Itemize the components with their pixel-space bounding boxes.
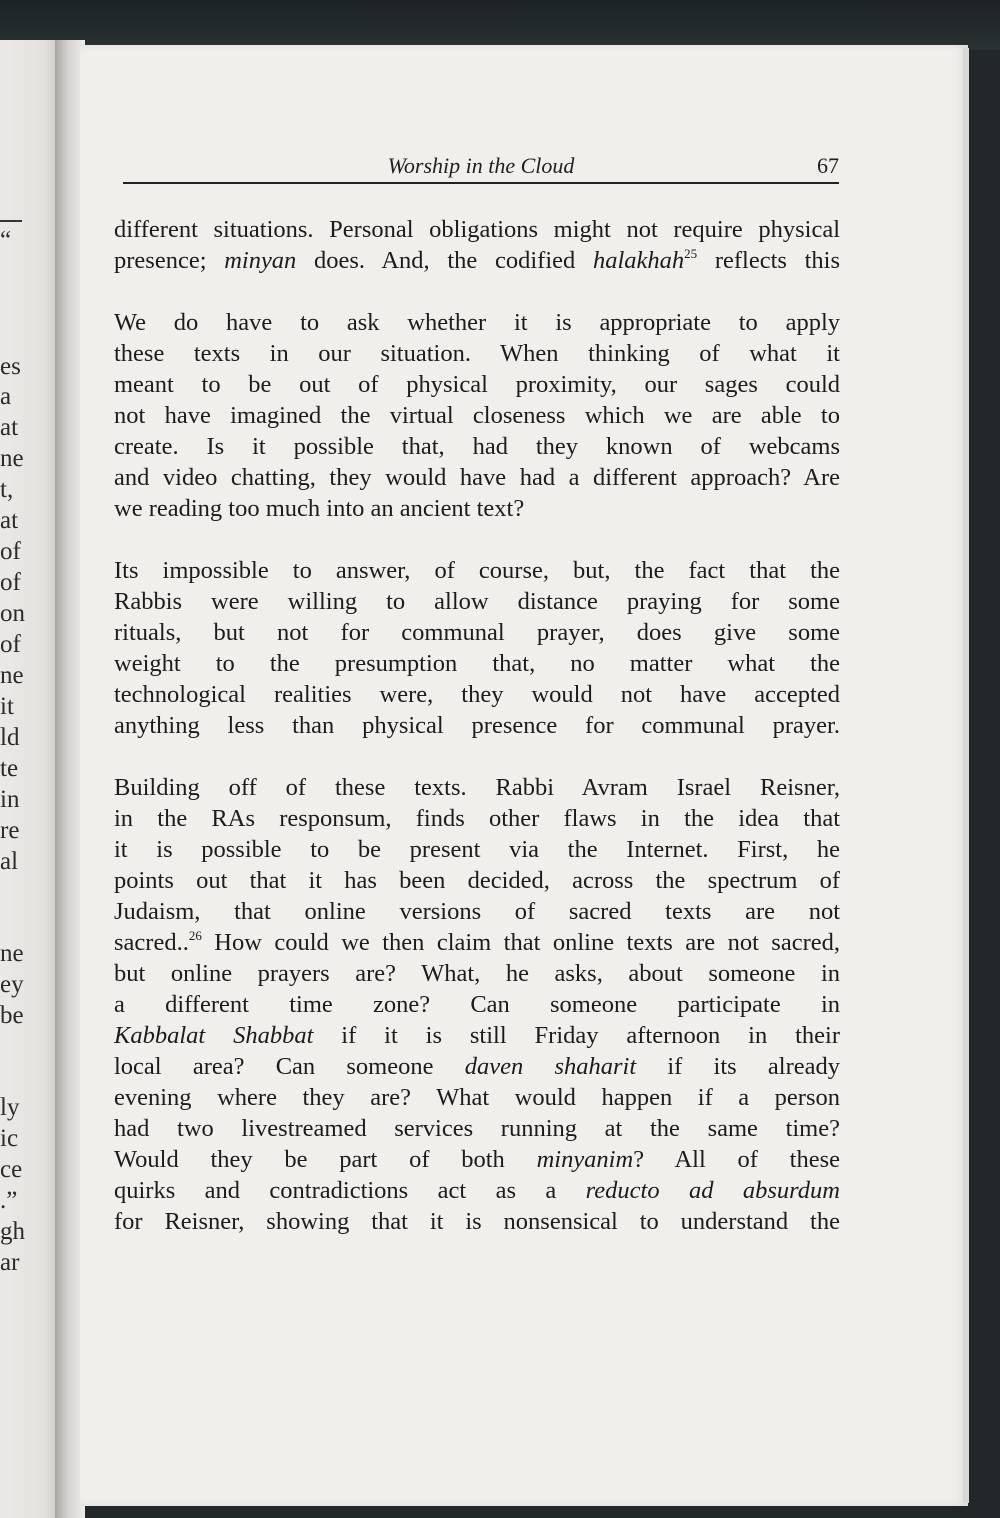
text-line bbox=[114, 1144, 840, 1175]
hebrew-term: halakhah bbox=[592, 247, 685, 274]
text-run: presence; bbox=[114, 247, 225, 274]
text-line: points out that it has been decided, across the spectrum of bbox=[114, 867, 840, 894]
text-line: for Reisner, showing that it is nonsensical to understand the bbox=[114, 1208, 840, 1235]
text-line: rituals, but not for communal prayer, does give some bbox=[114, 619, 840, 646]
text-run: does. And, the codified bbox=[296, 247, 593, 274]
facing-page-fragment: of bbox=[0, 631, 21, 658]
page-number: 67 bbox=[817, 153, 839, 178]
page-edge-shadow bbox=[963, 48, 969, 1503]
scan-background bbox=[0, 0, 1000, 50]
facing-page-fragment: ne bbox=[0, 662, 24, 689]
facing-page-fragment: ld bbox=[0, 724, 20, 751]
facing-page-fragment: at bbox=[0, 507, 19, 534]
facing-page-fragment: “ bbox=[0, 227, 12, 254]
text-run: if its already bbox=[636, 1053, 840, 1080]
facing-page-fragment: ly bbox=[0, 1094, 20, 1121]
facing-page-fragment: gh bbox=[0, 1218, 25, 1245]
facing-page-fragment: ce bbox=[0, 1156, 23, 1183]
facing-page-fragment: at bbox=[0, 414, 19, 441]
latin-term: reducto ad absurdum bbox=[585, 1177, 840, 1204]
text-line: Building off of these texts. Rabbi Avram Israel Reisner, bbox=[114, 774, 840, 801]
text-line: it is possible to be present via the Internet. First, he bbox=[114, 836, 840, 863]
text-line bbox=[114, 245, 840, 276]
facing-page-fragment: ne bbox=[0, 940, 24, 967]
facing-page-fragment: on bbox=[0, 600, 25, 627]
facing-page-fragment: al bbox=[0, 848, 19, 875]
facing-page-fragment: .” bbox=[0, 1187, 18, 1214]
facing-page-fragment: in bbox=[0, 786, 20, 813]
text-line: a different time zone? Can someone participate in bbox=[114, 991, 840, 1018]
text-line: Judaism, that online versions of sacred texts are not bbox=[114, 898, 840, 925]
facing-page-fragment: be bbox=[0, 1002, 24, 1029]
text-line: We do have to ask whether it is appropriate to apply bbox=[114, 309, 840, 336]
text-line: Its impossible to answer, of course, but, the fact that the bbox=[114, 557, 840, 584]
facing-page-header-rule bbox=[0, 220, 22, 222]
facing-page-fragment: ar bbox=[0, 1249, 20, 1276]
text-line: but online prayers are? What, he asks, about someone in bbox=[114, 960, 840, 987]
running-title: Worship in the Cloud bbox=[387, 153, 575, 178]
footnote-marker: 26 bbox=[188, 928, 202, 943]
facing-page-fragment: te bbox=[0, 755, 19, 782]
facing-page-fragment: t, bbox=[0, 476, 14, 503]
text-run: quirks and contradictions act as a bbox=[114, 1177, 586, 1204]
facing-page-fragment: of bbox=[0, 569, 21, 596]
text-line: meant to be out of physical proximity, our sages could bbox=[114, 371, 840, 398]
text-run: ? All of these bbox=[633, 1146, 840, 1173]
hebrew-term: minyanim bbox=[536, 1146, 634, 1173]
text-run: local area? Can someone bbox=[114, 1053, 465, 1080]
paragraph bbox=[114, 307, 840, 524]
facing-page-fragment: es bbox=[0, 353, 21, 380]
text-line bbox=[114, 1051, 840, 1082]
facing-page-fragment: a bbox=[0, 383, 12, 410]
facing-page-fragment: it bbox=[0, 693, 14, 720]
facing-page-fragment: ne bbox=[0, 445, 24, 472]
text-run: Would they be part of both bbox=[114, 1146, 537, 1173]
text-line: Rabbis were willing to allow distance praying for some bbox=[114, 588, 840, 615]
text-line: not have imagined the virtual closeness which we are able to bbox=[114, 402, 840, 429]
facing-page-fragment: of bbox=[0, 538, 21, 565]
text-line: these texts in our situation. When thinking of what it bbox=[114, 340, 840, 367]
facing-page-fragment: ey bbox=[0, 971, 24, 998]
facing-page-fragment: ic bbox=[0, 1125, 19, 1152]
text-run: sacred.. bbox=[114, 929, 189, 956]
hebrew-term: daven shaharit bbox=[464, 1053, 637, 1080]
body-text bbox=[114, 214, 840, 1268]
paragraph bbox=[114, 555, 840, 741]
text-line: anything less than physical presence for communal prayer. bbox=[114, 712, 840, 739]
text-run: How could we then claim that online texts are not sacred, bbox=[201, 929, 840, 956]
text-line: different situations. Personal obligations might not require physical bbox=[114, 216, 840, 243]
text-line: weight to the presumption that, no matter what the bbox=[114, 650, 840, 677]
running-header bbox=[123, 152, 839, 184]
text-run: reflects this bbox=[697, 247, 840, 274]
footnote-marker: 25 bbox=[684, 246, 698, 261]
hebrew-term: minyan bbox=[224, 247, 297, 274]
hebrew-term: Kabbalat Shabbat bbox=[114, 1022, 314, 1049]
text-line: evening where they are? What would happen if a person bbox=[114, 1084, 840, 1111]
text-line bbox=[114, 1175, 840, 1206]
paragraph bbox=[114, 772, 840, 1237]
text-run: if it is still Friday afternoon in their bbox=[313, 1022, 840, 1049]
text-line: in the RAs responsum, finds other flaws in the idea that bbox=[114, 805, 840, 832]
text-line: technological realities were, they would not have accepted bbox=[114, 681, 840, 708]
text-line: create. Is it possible that, had they known of webcams bbox=[114, 433, 840, 460]
facing-page-fragment: re bbox=[0, 817, 20, 844]
facing-page-edge bbox=[0, 40, 62, 1518]
text-line: we reading too much into an ancient text? bbox=[114, 495, 525, 522]
text-line: had two livestreamed services running at the same time? bbox=[114, 1115, 840, 1142]
paragraph bbox=[114, 214, 840, 276]
text-line bbox=[114, 927, 840, 958]
text-line bbox=[114, 1020, 840, 1051]
text-line: and video chatting, they would have had a different approach? Are bbox=[114, 464, 840, 491]
